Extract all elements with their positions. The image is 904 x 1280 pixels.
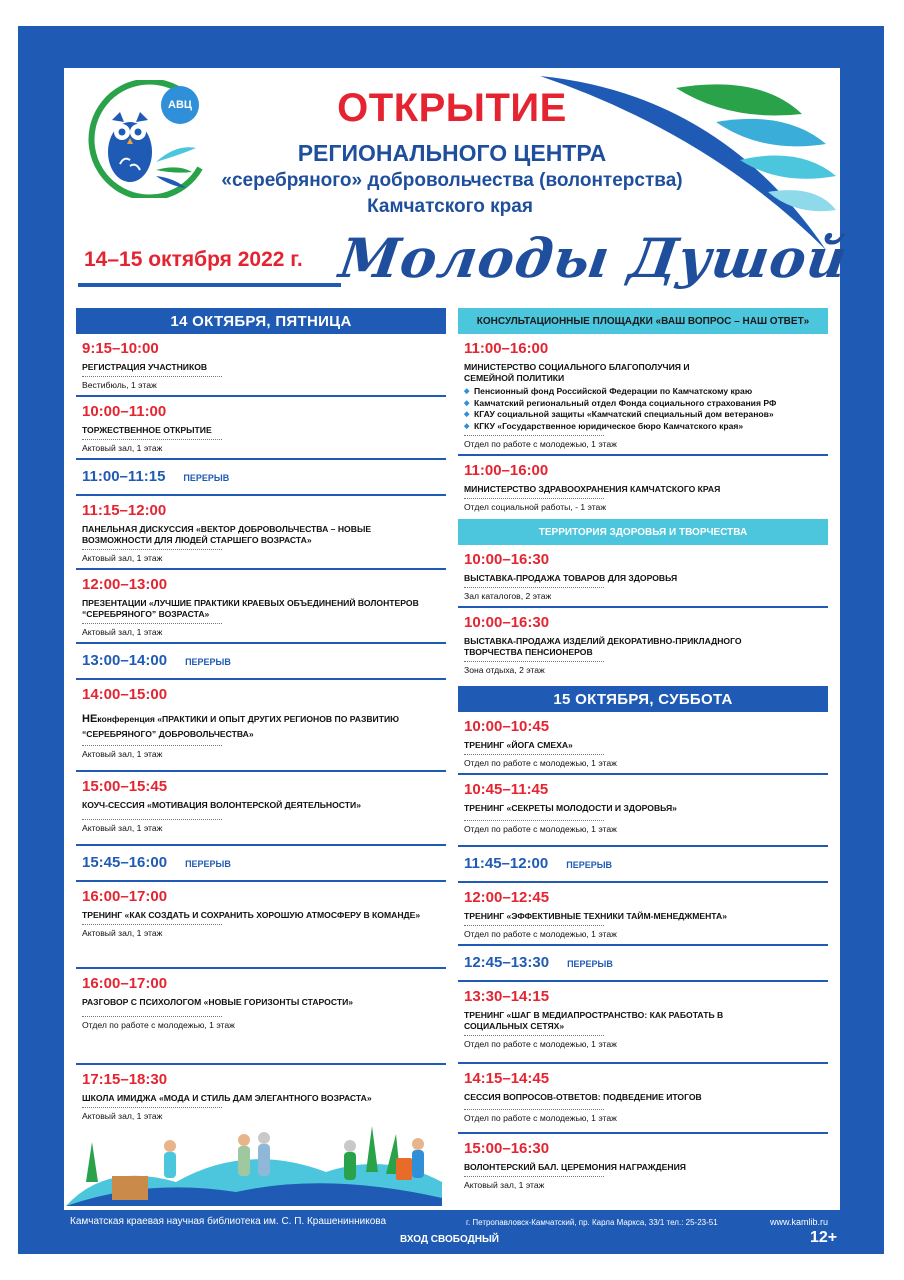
- slogan: Молоды Душой: [335, 226, 852, 290]
- item-time: 14:00–15:00: [82, 686, 168, 703]
- item-desc: ВЫСТАВКА-ПРОДАЖА ИЗДЕЛИЙ ДЕКОРАТИВНО-ПРИКЛАДНОГО ТВОРЧЕСТВА ПЕНСИОНЕРОВ: [464, 636, 742, 657]
- schedule-break: [76, 644, 446, 680]
- item-desc: ТРЕНИНГ «ЙОГА СМЕХА»: [464, 740, 573, 750]
- sub-list: [464, 386, 822, 432]
- schedule-item: [76, 397, 446, 460]
- item-desc: РЕГИСТРАЦИЯ УЧАСТНИКОВ: [82, 362, 208, 372]
- item-time: 16:00–17:00: [82, 888, 168, 905]
- divider: [82, 924, 222, 925]
- item-time: 12:00–12:45: [464, 889, 550, 906]
- item-desc: [82, 712, 440, 742]
- divider: [464, 1176, 604, 1177]
- divider: [464, 1109, 604, 1110]
- subtitle-regional-center: РЕГИОНАЛЬНОГО ЦЕНТРА: [297, 140, 607, 166]
- item-desc: ПАНЕЛЬНАЯ ДИСКУССИЯ «ВЕКТОР ДОБРОВОЛЬЧЕСТВА – НОВЫЕ ВОЗМОЖНОСТИ ДЛЯ ЛЮДЕЙ СТАРШЕГО ВОЗРАСТА»: [82, 524, 372, 545]
- item-place: Отдел по работе с молодежью, 1 этаж: [464, 929, 617, 939]
- item-desc: ТРЕНИНГ «ШАГ В МЕДИАПРОСТРАНСТВО: КАК РАБОТАТЬ В СОЦИАЛЬНЫХ СЕТЯХ»: [464, 1010, 724, 1031]
- footer-library: Камчатская краевая научная библиотека им. С. П. Крашенинникова: [70, 1216, 387, 1227]
- item-place: Актовый зал, 1 этаж: [82, 749, 163, 759]
- break-time: 15:45–16:00: [82, 854, 168, 871]
- dates-underline: [78, 283, 341, 287]
- schedule-item: [76, 772, 446, 846]
- break-label: ПЕРЕРЫВ: [567, 959, 613, 969]
- item-place: Актовый зал, 1 этаж: [464, 1180, 545, 1190]
- item-time: 10:00–11:00: [82, 403, 167, 420]
- schedule-break: [458, 946, 828, 982]
- subtitle-region: Камчатского края: [367, 196, 533, 217]
- schedule-item: [76, 882, 446, 969]
- page-title: ОТКРЫТИЕ: [337, 86, 567, 130]
- divider: [82, 745, 222, 746]
- footer-entry: ВХОД СВОБОДНЫЙ: [400, 1234, 499, 1245]
- item-desc: МИНИСТЕРСТВО ЗДРАВООХРАНЕНИЯ КАМЧАТСКОГО КРАЯ: [464, 484, 721, 494]
- divider: [464, 1035, 604, 1036]
- item-desc: ТРЕНИНГ «ЭФФЕКТИВНЫЕ ТЕХНИКИ ТАЙМ-МЕНЕДЖМЕНТА»: [464, 911, 727, 921]
- divider: [464, 587, 604, 588]
- item-time: 10:00–10:45: [464, 718, 550, 735]
- item-place: Отдел по работе с молодежью, 1 этаж: [464, 1039, 617, 1049]
- item-place: Актовый зал, 1 этаж: [82, 627, 163, 637]
- item-time: 10:45–11:45: [464, 781, 549, 798]
- schedule-item: [76, 969, 446, 1065]
- break-label: ПЕРЕРЫВ: [183, 473, 230, 483]
- item-place: Отдел по работе с молодежью, 1 этаж: [464, 1113, 617, 1123]
- schedule-break: [458, 847, 828, 883]
- list-item: ◆ КГАУ социальной защиты «Камчатский специальный дом ветеранов»: [464, 409, 822, 421]
- divider: [82, 439, 222, 440]
- item-place: Актовый зал, 1 этаж: [82, 1111, 163, 1121]
- schedule-break: [76, 846, 446, 882]
- schedule-item: [76, 570, 446, 644]
- schedule-item: [76, 1065, 446, 1126]
- footer-url-link[interactable]: www.kamlib.ru: [770, 1217, 829, 1227]
- divider: [82, 549, 222, 550]
- schedule-break: [76, 460, 446, 496]
- item-desc: ВОЛОНТЕРСКИЙ БАЛ. ЦЕРЕМОНИЯ НАГРАЖДЕНИЯ: [464, 1162, 686, 1172]
- schedule-item: [76, 334, 446, 397]
- schedule-item: [458, 775, 828, 847]
- item-desc: ТРЕНИНГ «СЕКРЕТЫ МОЛОДОСТИ И ЗДОРОВЬЯ»: [464, 803, 677, 813]
- break-label: ПЕРЕРЫВ: [185, 859, 231, 869]
- desc-prefix: НЕ: [82, 713, 98, 725]
- item-place: Актовый зал, 1 этаж: [82, 928, 163, 938]
- divider: [82, 376, 222, 377]
- volunteers-illustration-icon: [66, 1122, 442, 1206]
- break-label: ПЕРЕРЫВ: [185, 657, 231, 667]
- schedule-item: [76, 680, 446, 772]
- item-time: 11:15–12:00: [82, 502, 167, 519]
- item-desc: РАЗГОВОР С ПСИХОЛОГОМ «НОВЫЕ ГОРИЗОНТЫ СТАРОСТИ»: [82, 997, 354, 1007]
- item-place: Актовый зал, 1 этаж: [82, 443, 163, 453]
- event-dates: 14–15 октября 2022 г.: [84, 248, 303, 271]
- item-desc: ТРЕНИНГ «КАК СОЗДАТЬ И СОХРАНИТЬ ХОРОШУЮ АТМОСФЕРУ В КОМАНДЕ»: [82, 910, 421, 920]
- item-place: Актовый зал, 1 этаж: [82, 823, 163, 833]
- divider: [82, 1016, 222, 1017]
- health-header: ТЕРРИТОРИЯ ЗДОРОВЬЯ И ТВОРЧЕСТВА: [458, 519, 828, 545]
- item-time: 17:15–18:30: [82, 1071, 168, 1088]
- day-header-oct14: 14 ОКТЯБРЯ, ПЯТНИЦА: [76, 308, 446, 334]
- item-place: Отдел социальной работы, - 1 этаж: [464, 502, 607, 512]
- divider: [464, 820, 604, 821]
- schedule-item: [458, 883, 828, 946]
- item-time: 11:00–16:00: [464, 340, 549, 357]
- footer-address: г. Петропавловск-Камчатский, пр. Карла Маркса, 33/1 тел.: 25-23-51: [466, 1218, 718, 1227]
- schedule-consultations: [458, 308, 828, 1195]
- subtitle-volunteering: «серебряного» добровольчества (волонтерства): [221, 170, 683, 191]
- item-time: 11:00–16:00: [464, 462, 549, 479]
- item-time: 12:00–13:00: [82, 576, 168, 593]
- item-place: Отдел по работе с молодежью, 1 этаж: [464, 758, 617, 768]
- item-desc: ТОРЖЕСТВЕННОЕ ОТКРЫТИЕ: [82, 425, 212, 435]
- break-time: 11:00–11:15: [82, 468, 166, 485]
- item-time: 13:30–14:15: [464, 988, 550, 1005]
- item-place: Вестибюль, 1 этаж: [82, 380, 157, 390]
- break-time: 11:45–12:00: [464, 855, 549, 872]
- item-place: Отдел по работе с молодежью, 1 этаж: [464, 824, 617, 834]
- divider: [82, 819, 222, 820]
- item-place: Актовый зал, 1 этаж: [82, 553, 163, 563]
- item-time: 9:15–10:00: [82, 340, 159, 357]
- item-time: 10:00–16:30: [464, 614, 550, 631]
- schedule-item: [458, 334, 828, 456]
- divider: [82, 623, 222, 624]
- break-time: 12:45–13:30: [464, 954, 550, 971]
- item-desc: ПРЕЗЕНТАЦИИ «ЛУЧШИЕ ПРАКТИКИ КРАЕВЫХ ОБЪЕДИНЕНИЙ ВОЛОНТЕРОВ “СЕРЕБРЯНОГО” ВОЗРАСТА»: [82, 598, 419, 619]
- logo-abbr-badge: АВЦ: [161, 86, 199, 124]
- item-time: 10:00–16:30: [464, 551, 550, 568]
- list-item: ◆ Пенсионный фонд Российской Федерации по Камчатскому краю: [464, 386, 822, 398]
- schedule-item: [458, 712, 828, 775]
- divider: [464, 925, 604, 926]
- schedule-item: [458, 456, 828, 517]
- schedule-day1: [76, 308, 446, 1126]
- schedule-item: [458, 608, 828, 686]
- schedule-item: [458, 545, 828, 608]
- divider: [464, 661, 604, 662]
- item-time: 15:00–16:30: [464, 1140, 550, 1157]
- break-label: ПЕРЕРЫВ: [566, 860, 613, 870]
- item-desc: КОУЧ-СЕССИЯ «МОТИВАЦИЯ ВОЛОНТЕРСКОЙ ДЕЯТЕЛЬНОСТИ»: [82, 800, 361, 810]
- divider: [82, 1107, 222, 1108]
- schedule-item: [76, 496, 446, 570]
- break-time: 13:00–14:00: [82, 652, 168, 669]
- schedule-item: [458, 1134, 828, 1195]
- divider: [464, 498, 604, 499]
- item-desc: ШКОЛА ИМИДЖА «МОДА И СТИЛЬ ДАМ ЭЛЕГАНТНОГО ВОЗРАСТА»: [82, 1093, 372, 1103]
- day-header-oct15: 15 ОКТЯБРЯ, СУББОТА: [458, 686, 828, 712]
- item-time: 16:00–17:00: [82, 975, 168, 992]
- item-desc: ВЫСТАВКА-ПРОДАЖА ТОВАРОВ ДЛЯ ЗДОРОВЬЯ: [464, 573, 678, 583]
- item-time: 14:15–14:45: [464, 1070, 550, 1087]
- age-rating-badge: 12+: [810, 1229, 838, 1246]
- item-place: Зона отдыха, 2 этаж: [464, 665, 545, 675]
- desc-text: конференция «ПРАКТИКИ И ОПЫТ ДРУГИХ РЕГИОНОВ ПО РАЗВИТИЮ “СЕРЕБРЯНОГО” ДОБРОВОЛЬЧЕСТВА»: [82, 714, 400, 739]
- item-time: 15:00–15:45: [82, 778, 168, 795]
- schedule-item: [458, 982, 828, 1064]
- item-desc: МИНИСТЕРСТВО СОЦИАЛЬНОГО БЛАГОПОЛУЧИЯ И СЕМЕЙНОЙ ПОЛИТИКИ: [464, 362, 690, 383]
- divider: [464, 435, 604, 436]
- list-item: ◆ Камчатский региональный отдел Фонда социального страхования РФ: [464, 398, 822, 410]
- schedule-item: [458, 1064, 828, 1134]
- item-place: Зал каталогов, 2 этаж: [464, 591, 552, 601]
- consult-header: КОНСУЛЬТАЦИОННЫЕ ПЛОЩАДКИ «ВАШ ВОПРОС – НАШ ОТВЕТ»: [458, 308, 828, 334]
- item-place: Отдел по работе с молодежью, 1 этаж: [464, 439, 617, 449]
- item-place: Отдел по работе с молодежью, 1 этаж: [82, 1020, 235, 1030]
- item-desc: СЕССИЯ ВОПРОСОВ-ОТВЕТОВ: ПОДВЕДЕНИЕ ИТОГОВ: [464, 1092, 702, 1102]
- list-item: ◆ КГКУ «Государственное юридическое бюро Камчатского края»: [464, 421, 822, 433]
- divider: [464, 754, 604, 755]
